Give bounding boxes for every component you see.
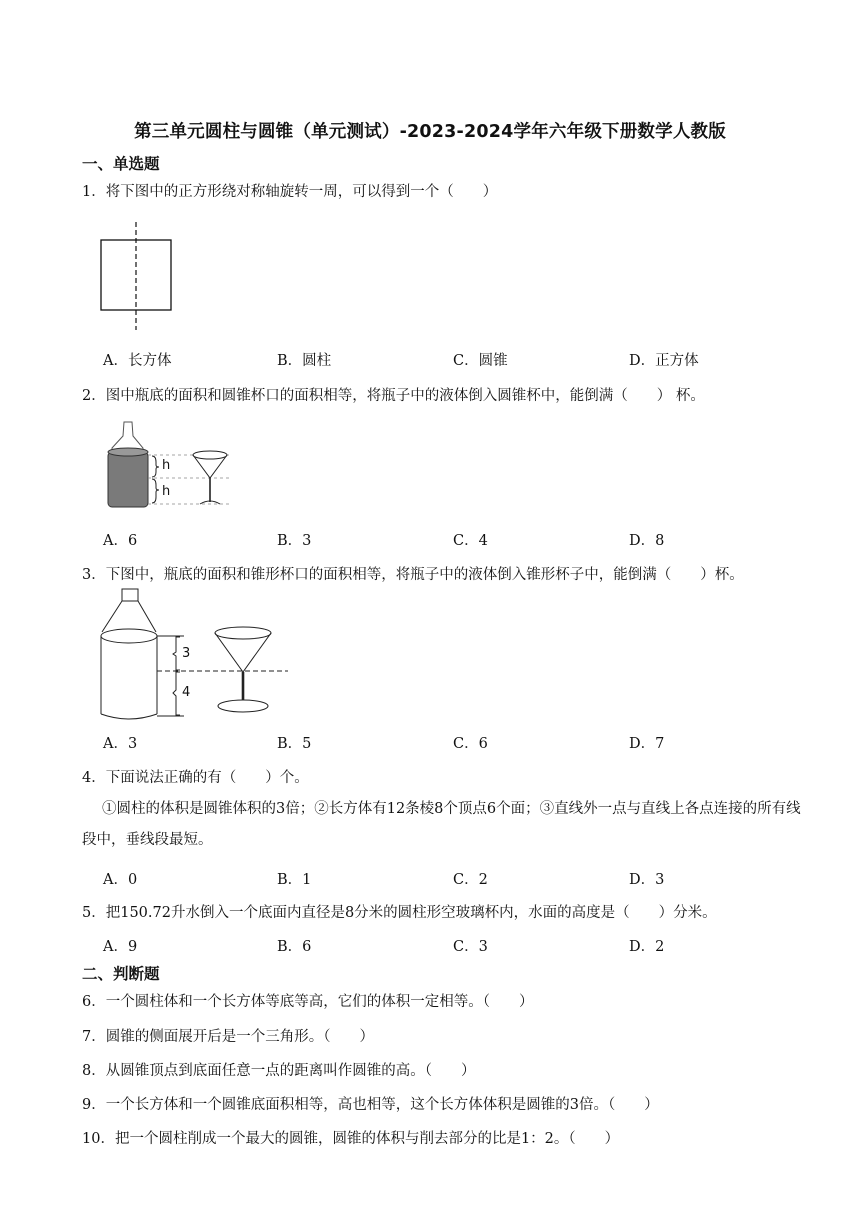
question-5-text: 5．把150.72升水倒入一个底面内直径是8分米的圆柱形空玻璃杯内，水面的高度是（ ）分米。 (82, 905, 717, 921)
q2-option-c[interactable]: C．4 (453, 533, 488, 549)
q2-option-b[interactable]: B．3 (277, 533, 312, 549)
q2-height-label-lower: h (162, 484, 171, 499)
q4-option-a[interactable]: A．0 (103, 872, 138, 888)
q3-option-a[interactable]: A．3 (103, 736, 138, 752)
q5-option-a[interactable]: A．9 (103, 939, 138, 955)
question-9-text: 9．一个长方体和一个圆锥底面积相等，高也相等，这个长方体体积是圆锥的3倍。（ ） (82, 1097, 659, 1113)
q5-option-b[interactable]: B．6 (277, 939, 312, 955)
q1-option-c[interactable]: C．圆锥 (453, 353, 508, 369)
question-3-text: 3．下图中，瓶底的面积和锥形杯口的面积相等，将瓶子中的液体倒入锥形杯子中，能倒满（ ）杯。 (82, 567, 744, 583)
q4-statement: ①圆柱的体积是圆锥体积的3倍；②长方体有12条棱8个顶点6个面；③直线外一点与直线上各点连接的所有线段中，垂线段最短。 (82, 801, 801, 848)
q3-option-b[interactable]: B．5 (277, 736, 312, 752)
q4-option-c[interactable]: C．2 (453, 872, 488, 888)
question-7-text: 7．圆锥的侧面展开后是一个三角形。（ ） (82, 1029, 374, 1045)
q1-option-b[interactable]: B．圆柱 (277, 353, 332, 369)
section-heading-true-false: 二、判断题 (82, 965, 160, 983)
question-4-text: 4．下面说法正确的有（ ）个。 (82, 770, 309, 786)
q2-height-label-upper: h (162, 458, 171, 473)
question-10-text: 10．把一个圆柱削成一个最大的圆锥，圆锥的体积与削去部分的比是1：2。（ ） (82, 1131, 620, 1147)
q3-length-label-lower: 4 (182, 685, 191, 700)
question-1-text: 1．将下图中的正方形绕对称轴旋转一周，可以得到一个（ ） (82, 184, 498, 200)
section-heading-single-choice: 一、单选题 (82, 155, 160, 173)
q2-option-a[interactable]: A．6 (103, 533, 138, 549)
q5-option-c[interactable]: C．3 (453, 939, 488, 955)
q3-length-label-upper: 3 (182, 646, 191, 661)
q2-option-d[interactable]: D．8 (629, 533, 665, 549)
q4-option-b[interactable]: B．1 (277, 872, 312, 888)
question-2-text: 2．图中瓶底的面积和圆锥杯口的面积相等，将瓶子中的液体倒入圆锥杯中，能倒满（ ） 杯。 (82, 388, 705, 404)
q1-option-d[interactable]: D．正方体 (629, 353, 699, 369)
square-axis-figure (95, 222, 185, 332)
bottle-and-goblet-figure (98, 588, 293, 723)
question-6-text: 6．一个圆柱体和一个长方体等底等高，它们的体积一定相等。（ ） (82, 994, 534, 1010)
page-title: 第三单元圆柱与圆锥（单元测试）-2023-2024学年六年级下册数学人教版 (134, 122, 726, 142)
q3-option-d[interactable]: D．7 (629, 736, 665, 752)
q4-option-d[interactable]: D．3 (629, 872, 665, 888)
q1-option-a[interactable]: A．长方体 (103, 353, 172, 369)
q3-option-c[interactable]: C．6 (453, 736, 488, 752)
question-8-text: 8．从圆锥顶点到底面任意一点的距离叫作圆锥的高。（ ） (82, 1063, 476, 1079)
q5-option-d[interactable]: D．2 (629, 939, 665, 955)
